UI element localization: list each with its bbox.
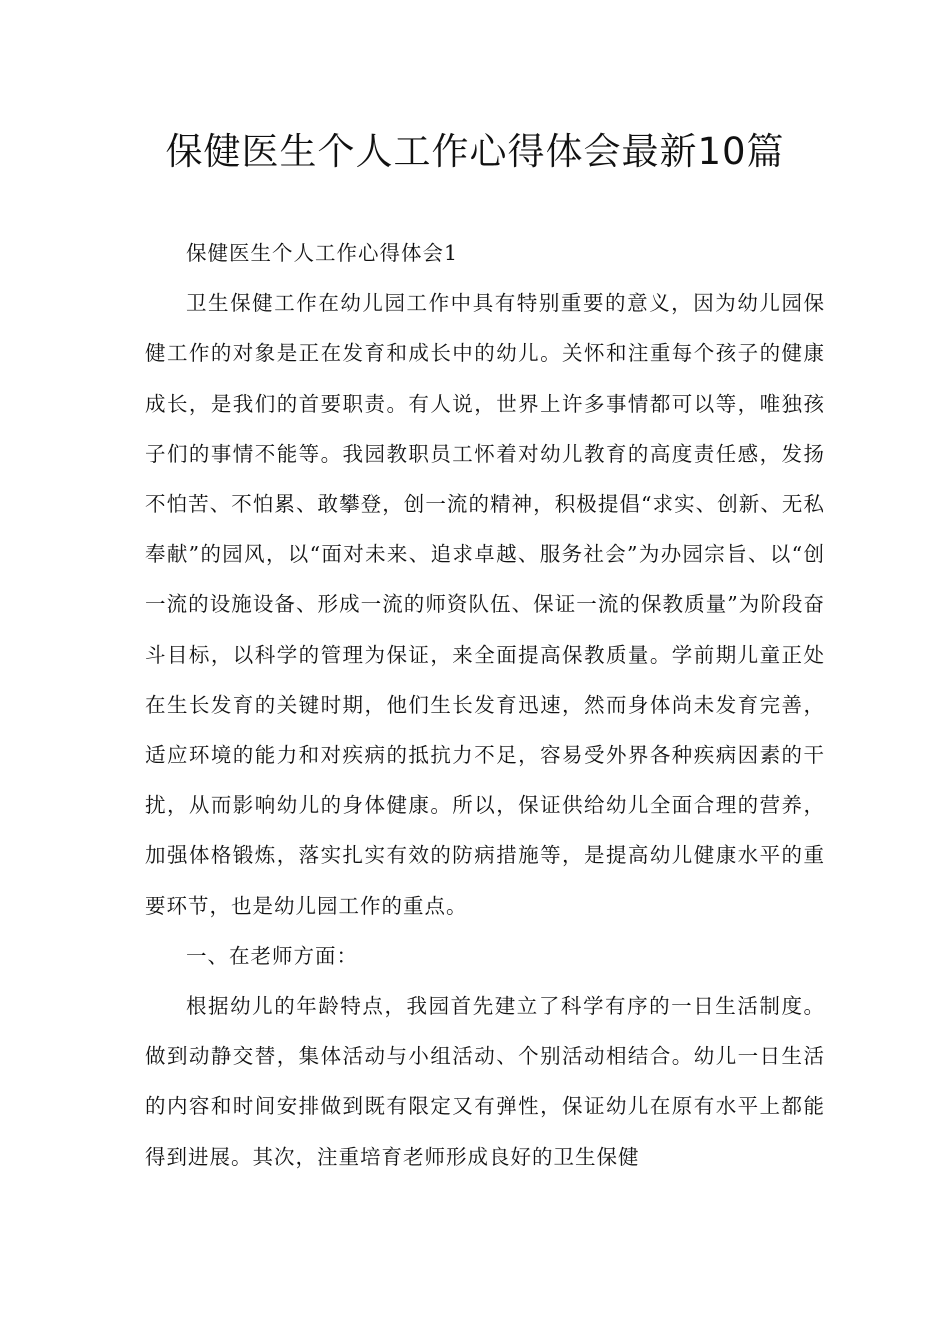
body-paragraph: 卫生保健工作在幼儿园工作中具有特别重要的意义，因为幼儿园保健工作的对象是正在发育和成长中的幼儿。关怀和注重每个孩子的健康成长，是我们的首要职责。有人说，世界上许多事情都可以等，唯独孩子们的事情不能等。我园教职员工怀着对幼儿教育的高度责任感，发扬不怕苦、不怕累、敢攀登，创一流的精神，积极提倡“求实、创新、无私奉献”的园风，以“面对未来、追求卓越、服务社会”为办园宗旨、以“创一流的设施设备、形成一流的师资队伍、保证一流的保教质量”为阶段奋斗目标，以科学的管理为保证，来全面提高保教质量。学前期儿童正处在生长发育的关键时期，他们生长发育迅速，然而身体尚未发育完善，适应环境的能力和对疾病的抵抗力不足，容易受外界各种疾病因素的干扰，从而影响幼儿的身体健康。所以，保证供给幼儿全面合理的营养，加强体格锻炼，落实扎实有效的防病措施等，是提高幼儿健康水平的重要环节，也是幼儿园工作的重点。 xyxy=(145,291,825,918)
section-heading: 保健医生个人工作心得体会1 xyxy=(186,241,459,265)
body-paragraph: 根据幼儿的年龄特点，我园首先建立了科学有序的一日生活制度。做到动静交替，集体活动与小组活动、个别活动相结合。幼儿一日生活的内容和时间安排做到既有限定又有弹性，保证幼儿在原有水平上都能得到进展。其次，注重培育老师形成良好的卫生保健 xyxy=(145,994,825,1169)
document-title: 保健医生个人工作心得体会最新10篇 xyxy=(165,130,785,173)
document-body xyxy=(145,228,825,1182)
subsection-heading: 一、在老师方面： xyxy=(186,943,358,968)
